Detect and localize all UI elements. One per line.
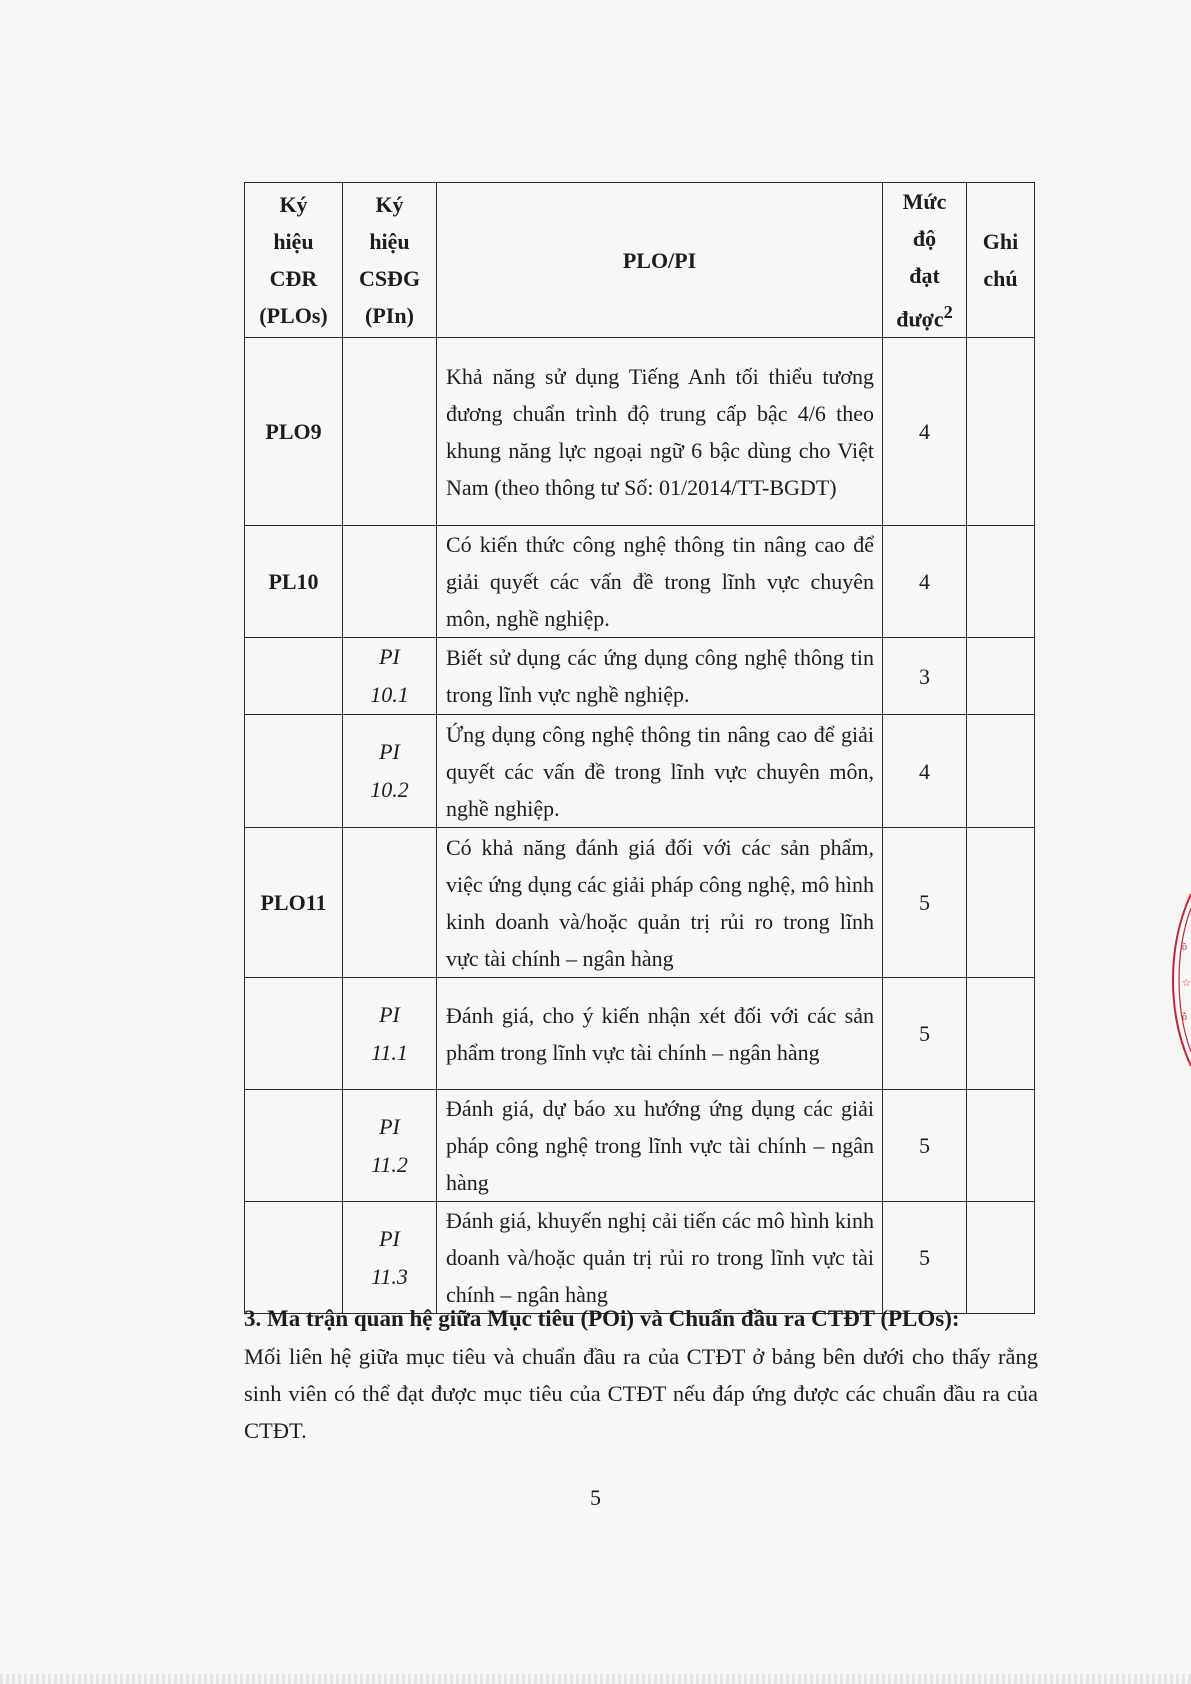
description-cell: Có khả năng đánh giá đối với các sản phẩm, việc ứng dụng các giải pháp công nghệ, mô hình kinh doanh và/hoặc quản trị rủi ro trong lĩnh vực tài chính – ngân hàng xyxy=(437,828,883,978)
description-cell: Đánh giá, khuyến nghị cải tiến các mô hình kinh doanh và/hoặc quản trị rủi ro trong lĩnh vực tài chính – ngân hàng xyxy=(437,1202,883,1314)
table-row xyxy=(245,978,1035,1090)
note-cell xyxy=(967,1202,1035,1314)
pi-code-cell: PI 11.1 xyxy=(343,978,437,1090)
description-cell: Đánh giá, dự báo xu hướng ứng dụng các giải pháp công nghệ trong lĩnh vực tài chính – ngân hàng xyxy=(437,1090,883,1202)
plo-code-cell xyxy=(245,638,343,715)
plo-code-cell: PLO11 xyxy=(245,828,343,978)
description-cell: Khả năng sử dụng Tiếng Anh tối thiểu tương đương chuẩn trình độ trung cấp bậc 4/6 theo khung năng lực ngoại ngữ 6 bậc dùng cho Việt Nam (theo thông tư Số: 01/2014/TT-BGDT) xyxy=(437,338,883,526)
plo-code-cell: PL10 xyxy=(245,526,343,638)
pi-code-cell xyxy=(343,828,437,978)
header-plo-code: Ký hiệu CĐR (PLOs) xyxy=(245,183,343,338)
pi-code-cell xyxy=(343,338,437,526)
svg-text:ỗ: ỗ xyxy=(1182,1012,1187,1023)
note-cell xyxy=(967,715,1035,828)
description-cell: Có kiến thức công nghệ thông tin nâng cao để giải quyết các vấn đề trong lĩnh vực chuyên môn, nghề nghiệp. xyxy=(437,526,883,638)
table-row xyxy=(245,828,1035,978)
table-row xyxy=(245,638,1035,715)
section-paragraph: Mối liên hệ giữa mục tiêu và chuẩn đầu ra của CTĐT ở bảng bên dưới cho thấy rằng sinh viên có thể đạt được mục tiêu của CTĐT nếu đáp ứng được các chuẩn đầu ra của CTĐT. xyxy=(244,1344,1038,1443)
description-cell: Đánh giá, cho ý kiến nhận xét đối với các sản phẩm trong lĩnh vực tài chính – ngân hàng xyxy=(437,978,883,1090)
table-row xyxy=(245,526,1035,638)
header-content: PLO/PI xyxy=(437,183,883,338)
header-level: Mức độ đạt được$^2$ xyxy=(883,183,967,338)
table-row xyxy=(245,715,1035,828)
note-cell xyxy=(967,638,1035,715)
description-cell: Biết sử dụng các ứng dụng công nghệ thông tin trong lĩnh vực nghề nghiệp. xyxy=(437,638,883,715)
note-cell xyxy=(967,828,1035,978)
description-cell: Ứng dụng công nghệ thông tin nâng cao để giải quyết các vấn đề trong lĩnh vực chuyên môn, nghề nghiệp. xyxy=(437,715,883,828)
plo-code-cell xyxy=(245,715,343,828)
header-note: Ghi chú xyxy=(967,183,1035,338)
pi-code-cell xyxy=(343,526,437,638)
svg-text:ồ: ồ xyxy=(1182,942,1187,953)
table-row xyxy=(245,1090,1035,1202)
table-header-row xyxy=(245,183,1035,338)
section-heading: 3. Ma trận quan hệ giữa Mục tiêu (POi) và Chuẩn đầu ra CTĐT (PLOs): xyxy=(244,1306,960,1331)
scan-edge xyxy=(0,1674,1191,1684)
note-cell xyxy=(967,526,1035,638)
plo-pi-table xyxy=(244,182,1035,1314)
page-number: 5 xyxy=(590,1485,601,1510)
red-seal-fragment-icon xyxy=(1165,890,1191,1070)
level-cell: 3 xyxy=(883,638,967,715)
note-cell xyxy=(967,978,1035,1090)
level-cell: 4 xyxy=(883,715,967,828)
note-cell xyxy=(967,338,1035,526)
level-cell: 4 xyxy=(883,338,967,526)
pi-code-cell: PI 11.2 xyxy=(343,1090,437,1202)
level-cell: 5 xyxy=(883,1090,967,1202)
note-cell xyxy=(967,1090,1035,1202)
level-cell: 5 xyxy=(883,978,967,1090)
pi-code-cell: PI 10.2 xyxy=(343,715,437,828)
level-cell: 5 xyxy=(883,1202,967,1314)
level-cell: 4 xyxy=(883,526,967,638)
footnote-marker: 2 xyxy=(943,302,953,322)
svg-text:☆: ☆ xyxy=(1182,978,1191,989)
pi-code-cell: PI 10.1 xyxy=(343,638,437,715)
level-cell: 5 xyxy=(883,828,967,978)
pi-code-cell: PI 11.3 xyxy=(343,1202,437,1314)
table-row xyxy=(245,1202,1035,1314)
header-pi-code: Ký hiệu CSĐG (PIn) xyxy=(343,183,437,338)
plo-code-cell xyxy=(245,1202,343,1314)
table-row xyxy=(245,338,1035,526)
plo-code-cell xyxy=(245,1090,343,1202)
plo-code-cell xyxy=(245,978,343,1090)
plo-code-cell: PLO9 xyxy=(245,338,343,526)
